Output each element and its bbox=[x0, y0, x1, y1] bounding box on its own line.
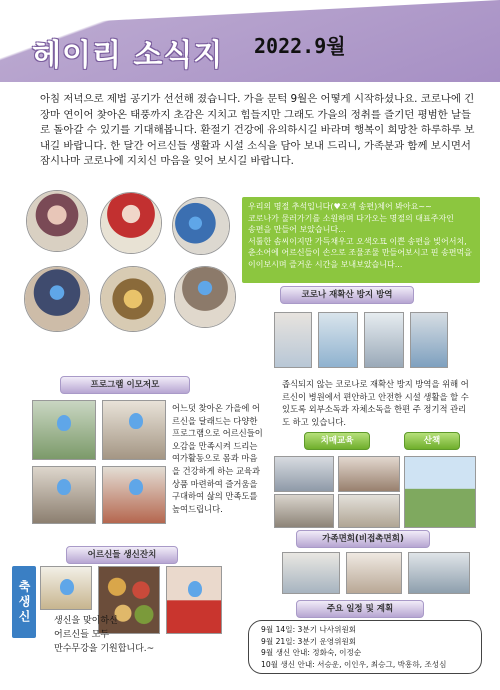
covid-section-text: 좁식되지 않는 코로나로 재확산 방지 방역을 위해 어르신이 병원에서 편안하고 안전한 시설 생활을 할 수 있도록 외부소독과 자체소독을 한편 주 정기적 관리도 하고 있습니다. bbox=[282, 379, 469, 427]
page-title: 헤이리 소식지 bbox=[32, 38, 224, 73]
birthday-section-title: 어르신들 생신잔치 bbox=[66, 546, 178, 564]
photo-visit-1 bbox=[282, 552, 340, 594]
photo-visit-3 bbox=[408, 552, 470, 594]
schedule-section-title: 주요 일정 및 계획 bbox=[296, 600, 424, 618]
schedule-item: 9월 21일: 3분기 운영위원회 bbox=[261, 636, 357, 646]
walk-section-title: 산책 bbox=[404, 432, 460, 450]
photo-walk-1 bbox=[404, 456, 476, 528]
photo-birthday-1 bbox=[40, 566, 92, 610]
photo-visit-2 bbox=[346, 552, 402, 594]
photo-edu-4 bbox=[338, 494, 400, 528]
photo-songpyeon-2 bbox=[100, 192, 162, 254]
photo-disinfection-3 bbox=[364, 312, 404, 368]
photo-program-2 bbox=[102, 400, 166, 460]
edu-section-title: 치매교육 bbox=[304, 432, 370, 450]
schedule-item: 9월 생신 안내: 정화숙, 이정순 bbox=[261, 648, 362, 658]
photo-program-3 bbox=[32, 466, 96, 524]
issue-date: 2022.9월 bbox=[254, 34, 346, 58]
photo-songpyeon-5 bbox=[100, 266, 166, 332]
birthday-side-label: 축생신 bbox=[12, 566, 36, 638]
photo-edu-2 bbox=[338, 456, 400, 492]
program-section-text: 어느덧 찾아온 가을에 어르신을 달래드는 다양한 프로그램으로 어르신들이 오감을 만족시켜 드리는 여가활동으로 몸과 마음을 건강하게 하는 교육과 상품 마련하여 즐거움을 구대하여 삶의 만족도를 높여드립니다. bbox=[172, 403, 263, 514]
program-section-title: 프로그램 이모저모 bbox=[60, 376, 190, 394]
photo-disinfection-1 bbox=[274, 312, 312, 368]
intro-paragraph: 아침 저녁으로 제법 공기가 선선해 졌습니다. 가을 문턱 9월은 어떻게 시작하셨나요. 코로나에 긴 장마 연이어 찾아온 태풍까지 초감은 지치고 힘들지만 그래도 가을의 정취를 즐기던 평범한 날들로 돌아갈 수 있기를 기대해봅니다. 환절기 건강에 유의하시길 바라며 행복이 희망찬 하루하루 보내길 바랍니다. 한 달간 어르신들 생활과 시설 소식을 담아 보내 드리니, 가족분과 함께 보시면서 잠시나마 코로나에 지치신 마음을 잊어 보시길 바랍니다. bbox=[40, 93, 475, 167]
notice-line: 춘소어에 어르신들이 손으로 조물조물 만들어보시고 핀 송편먹을 bbox=[248, 248, 472, 257]
notice-line: 이이보시며 즐거운 시간을 보내보았습니다... bbox=[248, 259, 403, 269]
notice-line: 서툴한 솜씨이지만 가득채우고 오색오묘 이쁜 송편을 빚어서치, bbox=[248, 236, 467, 246]
photo-edu-1 bbox=[274, 456, 334, 492]
photo-songpyeon-3 bbox=[172, 197, 230, 255]
photo-edu-3 bbox=[274, 494, 334, 528]
birthday-text-line: 만수무강을 기원합니다.~ bbox=[54, 644, 155, 654]
birthday-text-line: 생신을 맞이하신 bbox=[54, 616, 118, 626]
notice-line: 우리의 명절 추석입니다(♥오색 송편)체어 봐아요~~ bbox=[248, 202, 432, 211]
notice-line: 코로나가 물러가기를 소원하며 다가오는 명절의 대표주자인 bbox=[248, 213, 454, 223]
covid-section-title: 코로나 재확산 방지 방역 bbox=[280, 286, 414, 304]
visit-section-title: 가족면회(비접촉면회) bbox=[296, 530, 430, 548]
photo-disinfection-2 bbox=[318, 312, 358, 368]
schedule-list bbox=[248, 620, 482, 674]
birthday-text-line: 어르신들 모두 bbox=[54, 630, 110, 640]
photo-program-1 bbox=[32, 400, 96, 460]
photo-disinfection-4 bbox=[410, 312, 448, 368]
schedule-item: 10월 생신 안내: 서승운, 이인우, 최승그, 박흥하, 조성심 bbox=[261, 659, 447, 669]
photo-songpyeon-4 bbox=[24, 266, 90, 332]
photo-songpyeon-6 bbox=[174, 266, 236, 328]
notice-line: 송편을 만들어 보았습니다... bbox=[248, 225, 346, 234]
schedule-item: 9월 14일: 3분기 나사위원회 bbox=[261, 625, 357, 634]
photo-program-4 bbox=[102, 466, 166, 524]
birthday-text bbox=[54, 614, 194, 656]
photo-songpyeon-1 bbox=[26, 190, 88, 252]
chuseok-notice bbox=[242, 197, 480, 283]
